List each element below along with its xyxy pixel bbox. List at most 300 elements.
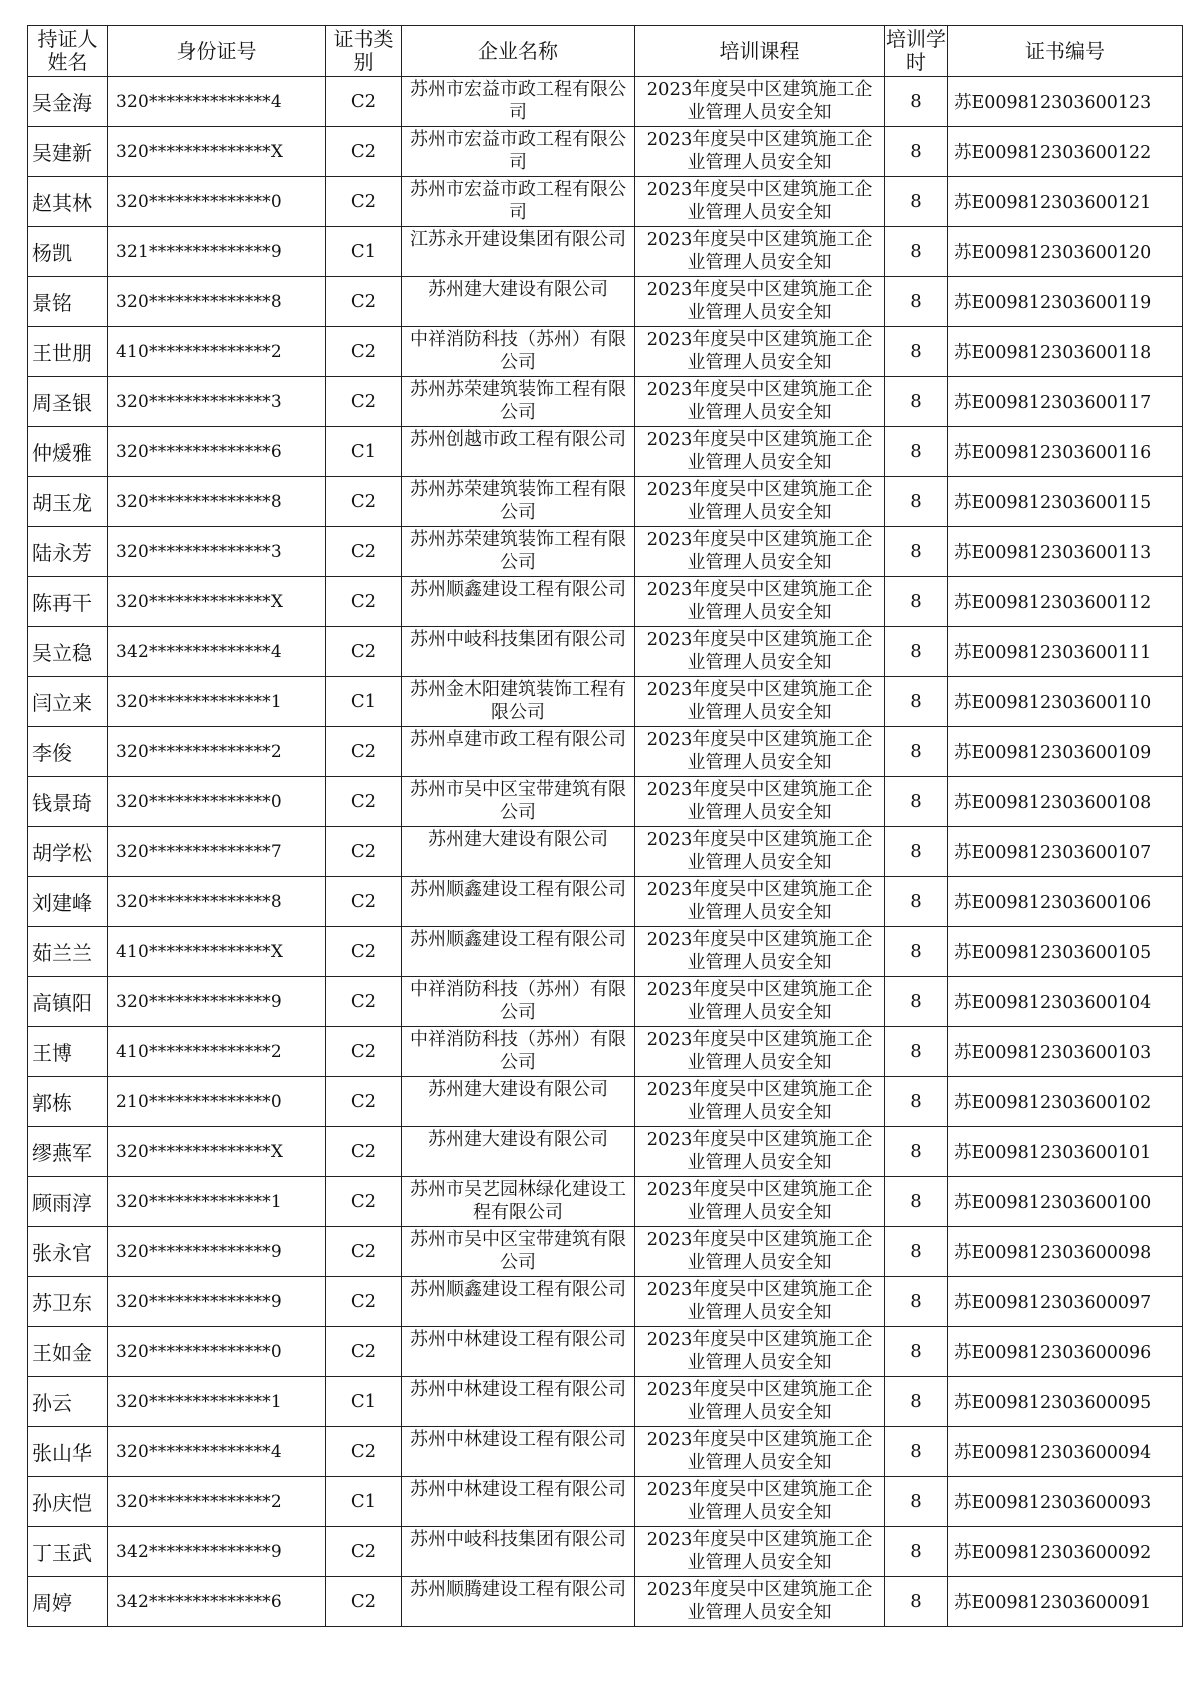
enterprise-cell-text: 苏州市宏益市政工程有限公司 <box>410 179 626 223</box>
cert-category-cell: C2 <box>326 277 402 327</box>
id-number-cell: 320**************2 <box>108 1477 326 1527</box>
cert-number-cell: 苏E009812303600113 <box>948 527 1183 577</box>
course-cell <box>635 1027 885 1077</box>
hours-cell: 8 <box>885 827 948 877</box>
course-cell-text: 2023年度吴中区建筑施工企业管理人员安全知 <box>646 79 873 123</box>
holder-name-cell: 胡玉龙 <box>28 477 108 527</box>
enterprise-cell <box>402 577 635 627</box>
cert-category-cell: C2 <box>326 877 402 927</box>
cert-number-cell: 苏E009812303600093 <box>948 1477 1183 1527</box>
table-row <box>28 1377 1183 1427</box>
id-number-cell: 320**************2 <box>108 727 326 777</box>
holder-name-cell: 缪燕军 <box>28 1127 108 1177</box>
id-number-cell: 320**************X <box>108 577 326 627</box>
id-number-cell: 410**************2 <box>108 327 326 377</box>
cert-category-cell: C2 <box>326 127 402 177</box>
enterprise-cell <box>402 1027 635 1077</box>
table-row <box>28 1077 1183 1127</box>
cert-category-cell: C2 <box>326 1527 402 1577</box>
enterprise-cell-text: 苏州中岐科技集团有限公司 <box>410 629 626 650</box>
hours-cell: 8 <box>885 1377 948 1427</box>
id-number-cell: 410**************2 <box>108 1027 326 1077</box>
id-number-cell: 320**************9 <box>108 977 326 1027</box>
holder-name-cell: 胡学松 <box>28 827 108 877</box>
header-id-number: 身份证号 <box>108 26 326 77</box>
table-row <box>28 427 1183 477</box>
cert-number-cell: 苏E009812303600111 <box>948 627 1183 677</box>
cert-category-cell: C2 <box>326 377 402 427</box>
enterprise-cell <box>402 377 635 427</box>
enterprise-cell <box>402 877 635 927</box>
enterprise-cell <box>402 1327 635 1377</box>
table-row <box>28 477 1183 527</box>
cert-number-cell: 苏E009812303600103 <box>948 1027 1183 1077</box>
cert-category-cell: C2 <box>326 1277 402 1327</box>
course-cell-text: 2023年度吴中区建筑施工企业管理人员安全知 <box>646 479 873 523</box>
enterprise-cell-text: 苏州建大建设有限公司 <box>428 1129 608 1150</box>
id-number-cell: 320**************1 <box>108 677 326 727</box>
enterprise-cell <box>402 1427 635 1477</box>
holder-name-cell: 吴立稳 <box>28 627 108 677</box>
course-cell-text: 2023年度吴中区建筑施工企业管理人员安全知 <box>646 1129 873 1173</box>
hours-cell: 8 <box>885 727 948 777</box>
enterprise-cell-text: 苏州中岐科技集团有限公司 <box>410 1529 626 1550</box>
course-cell-text: 2023年度吴中区建筑施工企业管理人员安全知 <box>646 929 873 973</box>
cert-category-cell: C2 <box>326 1027 402 1077</box>
table-row <box>28 977 1183 1027</box>
hours-cell: 8 <box>885 977 948 1027</box>
cert-number-cell: 苏E009812303600094 <box>948 1427 1183 1477</box>
cert-category-cell: C2 <box>326 77 402 127</box>
header-row <box>28 26 1183 77</box>
holder-name-cell: 张永官 <box>28 1227 108 1277</box>
id-number-cell: 320**************4 <box>108 1427 326 1477</box>
enterprise-cell-text: 苏州中林建设工程有限公司 <box>410 1379 626 1400</box>
enterprise-cell-text: 苏州金木阳建筑装饰工程有限公司 <box>410 679 626 723</box>
table-row <box>28 377 1183 427</box>
course-cell-text: 2023年度吴中区建筑施工企业管理人员安全知 <box>646 1229 873 1273</box>
holder-name-cell: 王世朋 <box>28 327 108 377</box>
cert-category-cell: C2 <box>326 977 402 1027</box>
id-number-cell: 320**************X <box>108 1127 326 1177</box>
cert-number-cell: 苏E009812303600100 <box>948 1177 1183 1227</box>
enterprise-cell <box>402 627 635 677</box>
cert-number-cell: 苏E009812303600116 <box>948 427 1183 477</box>
header-enterprise: 企业名称 <box>402 26 635 77</box>
table-row <box>28 927 1183 977</box>
enterprise-cell <box>402 227 635 277</box>
table-row <box>28 1427 1183 1477</box>
course-cell <box>635 677 885 727</box>
enterprise-cell <box>402 1227 635 1277</box>
cert-number-cell: 苏E009812303600109 <box>948 727 1183 777</box>
course-cell-text: 2023年度吴中区建筑施工企业管理人员安全知 <box>646 1379 873 1423</box>
course-cell-text: 2023年度吴中区建筑施工企业管理人员安全知 <box>646 1579 873 1623</box>
holder-name-cell: 王如金 <box>28 1327 108 1377</box>
cert-number-cell: 苏E009812303600104 <box>948 977 1183 1027</box>
header-hours: 培训学时 <box>885 26 948 77</box>
table-row <box>28 277 1183 327</box>
cert-category-cell: C2 <box>326 527 402 577</box>
table-row <box>28 77 1183 127</box>
id-number-cell: 342**************4 <box>108 627 326 677</box>
enterprise-cell <box>402 177 635 227</box>
id-number-cell: 320**************6 <box>108 427 326 477</box>
id-number-cell: 210**************0 <box>108 1077 326 1127</box>
enterprise-cell <box>402 1577 635 1627</box>
certificate-table <box>27 25 1183 1627</box>
holder-name-cell: 仲煖雅 <box>28 427 108 477</box>
holder-name-cell: 茹兰兰 <box>28 927 108 977</box>
hours-cell: 8 <box>885 1177 948 1227</box>
id-number-cell: 320**************4 <box>108 77 326 127</box>
course-cell-text: 2023年度吴中区建筑施工企业管理人员安全知 <box>646 879 873 923</box>
table-body <box>28 77 1183 1627</box>
enterprise-cell-text: 苏州顺鑫建设工程有限公司 <box>410 929 626 950</box>
enterprise-cell <box>402 977 635 1027</box>
course-cell-text: 2023年度吴中区建筑施工企业管理人员安全知 <box>646 629 873 673</box>
cert-number-cell: 苏E009812303600123 <box>948 77 1183 127</box>
holder-name-cell: 丁玉武 <box>28 1527 108 1577</box>
id-number-cell: 320**************0 <box>108 177 326 227</box>
enterprise-cell-text: 苏州创越市政工程有限公司 <box>410 429 626 450</box>
enterprise-cell-text: 苏州市吴中区宝带建筑有限公司 <box>410 779 626 823</box>
id-number-cell: 320**************1 <box>108 1177 326 1227</box>
cert-category-cell: C2 <box>326 1127 402 1177</box>
cert-number-cell: 苏E009812303600118 <box>948 327 1183 377</box>
hours-cell: 8 <box>885 927 948 977</box>
cert-category-cell: C2 <box>326 827 402 877</box>
course-cell-text: 2023年度吴中区建筑施工企业管理人员安全知 <box>646 429 873 473</box>
course-cell <box>635 1177 885 1227</box>
hours-cell: 8 <box>885 1127 948 1177</box>
table-row <box>28 1327 1183 1377</box>
hours-cell: 8 <box>885 677 948 727</box>
table-row <box>28 1477 1183 1527</box>
enterprise-cell-text: 苏州建大建设有限公司 <box>428 1079 608 1100</box>
course-cell <box>635 1277 885 1327</box>
hours-cell: 8 <box>885 177 948 227</box>
table-row <box>28 1577 1183 1627</box>
enterprise-cell-text: 苏州市吴中区宝带建筑有限公司 <box>410 1229 626 1273</box>
course-cell <box>635 727 885 777</box>
hours-cell: 8 <box>885 877 948 927</box>
holder-name-cell: 周圣银 <box>28 377 108 427</box>
cert-category-cell: C2 <box>326 1227 402 1277</box>
cert-number-cell: 苏E009812303600106 <box>948 877 1183 927</box>
header-cert-category: 证书类别 <box>326 26 402 77</box>
course-cell-text: 2023年度吴中区建筑施工企业管理人员安全知 <box>646 1429 873 1473</box>
hours-cell: 8 <box>885 1277 948 1327</box>
holder-name-cell: 李俊 <box>28 727 108 777</box>
holder-name-cell: 吴建新 <box>28 127 108 177</box>
enterprise-cell-text: 中祥消防科技（苏州）有限公司 <box>410 979 626 1023</box>
course-cell-text: 2023年度吴中区建筑施工企业管理人员安全知 <box>646 1179 873 1223</box>
course-cell-text: 2023年度吴中区建筑施工企业管理人员安全知 <box>646 329 873 373</box>
id-number-cell: 320**************8 <box>108 277 326 327</box>
enterprise-cell <box>402 1377 635 1427</box>
course-cell <box>635 827 885 877</box>
enterprise-cell <box>402 427 635 477</box>
table-row <box>28 1227 1183 1277</box>
enterprise-cell-text: 苏州顺鑫建设工程有限公司 <box>410 879 626 900</box>
enterprise-cell-text: 苏州卓建市政工程有限公司 <box>410 729 626 750</box>
cert-number-cell: 苏E009812303600107 <box>948 827 1183 877</box>
cert-category-cell: C1 <box>326 1377 402 1427</box>
cert-category-cell: C2 <box>326 1577 402 1627</box>
cert-category-cell: C1 <box>326 427 402 477</box>
course-cell-text: 2023年度吴中区建筑施工企业管理人员安全知 <box>646 1529 873 1573</box>
table-row <box>28 227 1183 277</box>
table-row <box>28 777 1183 827</box>
course-cell-text: 2023年度吴中区建筑施工企业管理人员安全知 <box>646 279 873 323</box>
hours-cell: 8 <box>885 427 948 477</box>
cert-number-cell: 苏E009812303600120 <box>948 227 1183 277</box>
enterprise-cell-text: 苏州市宏益市政工程有限公司 <box>410 129 626 173</box>
course-cell-text: 2023年度吴中区建筑施工企业管理人员安全知 <box>646 979 873 1023</box>
id-number-cell: 342**************6 <box>108 1577 326 1627</box>
course-cell <box>635 377 885 427</box>
holder-name-cell: 景铭 <box>28 277 108 327</box>
course-cell-text: 2023年度吴中区建筑施工企业管理人员安全知 <box>646 129 873 173</box>
hours-cell: 8 <box>885 1427 948 1477</box>
header-course: 培训课程 <box>635 26 885 77</box>
holder-name-cell: 张山华 <box>28 1427 108 1477</box>
id-number-cell: 410**************X <box>108 927 326 977</box>
holder-name-cell: 高镇阳 <box>28 977 108 1027</box>
holder-name-cell: 顾雨淳 <box>28 1177 108 1227</box>
cert-number-cell: 苏E009812303600105 <box>948 927 1183 977</box>
cert-number-cell: 苏E009812303600095 <box>948 1377 1183 1427</box>
enterprise-cell <box>402 77 635 127</box>
holder-name-cell: 陈再干 <box>28 577 108 627</box>
enterprise-cell-text: 苏州苏荣建筑装饰工程有限公司 <box>410 379 626 423</box>
hours-cell: 8 <box>885 477 948 527</box>
course-cell-text: 2023年度吴中区建筑施工企业管理人员安全知 <box>646 529 873 573</box>
id-number-cell: 320**************8 <box>108 477 326 527</box>
table-row <box>28 677 1183 727</box>
course-cell <box>635 427 885 477</box>
course-cell <box>635 627 885 677</box>
holder-name-cell: 周婷 <box>28 1577 108 1627</box>
cert-category-cell: C2 <box>326 927 402 977</box>
hours-cell: 8 <box>885 327 948 377</box>
hours-cell: 8 <box>885 1077 948 1127</box>
hours-cell: 8 <box>885 1527 948 1577</box>
enterprise-cell <box>402 327 635 377</box>
table-row <box>28 827 1183 877</box>
cert-number-cell: 苏E009812303600092 <box>948 1527 1183 1577</box>
cert-number-cell: 苏E009812303600110 <box>948 677 1183 727</box>
enterprise-cell-text: 苏州中林建设工程有限公司 <box>410 1329 626 1350</box>
cert-category-cell: C2 <box>326 727 402 777</box>
course-cell <box>635 1477 885 1527</box>
enterprise-cell <box>402 827 635 877</box>
id-number-cell: 320**************1 <box>108 1377 326 1427</box>
hours-cell: 8 <box>885 627 948 677</box>
course-cell <box>635 977 885 1027</box>
hours-cell: 8 <box>885 277 948 327</box>
course-cell <box>635 327 885 377</box>
course-cell-text: 2023年度吴中区建筑施工企业管理人员安全知 <box>646 679 873 723</box>
holder-name-cell: 吴金海 <box>28 77 108 127</box>
enterprise-cell <box>402 1477 635 1527</box>
enterprise-cell <box>402 477 635 527</box>
enterprise-cell <box>402 677 635 727</box>
enterprise-cell-text: 苏州顺鑫建设工程有限公司 <box>410 579 626 600</box>
holder-name-cell: 杨凯 <box>28 227 108 277</box>
cert-number-cell: 苏E009812303600122 <box>948 127 1183 177</box>
course-cell-text: 2023年度吴中区建筑施工企业管理人员安全知 <box>646 729 873 773</box>
course-cell-text: 2023年度吴中区建筑施工企业管理人员安全知 <box>646 779 873 823</box>
course-cell-text: 2023年度吴中区建筑施工企业管理人员安全知 <box>646 179 873 223</box>
enterprise-cell <box>402 277 635 327</box>
cert-category-cell: C2 <box>326 777 402 827</box>
table-row <box>28 1027 1183 1077</box>
id-number-cell: 320**************9 <box>108 1227 326 1277</box>
course-cell-text: 2023年度吴中区建筑施工企业管理人员安全知 <box>646 379 873 423</box>
course-cell <box>635 277 885 327</box>
id-number-cell: 320**************9 <box>108 1277 326 1327</box>
cert-number-cell: 苏E009812303600112 <box>948 577 1183 627</box>
enterprise-cell <box>402 727 635 777</box>
table-row <box>28 1127 1183 1177</box>
course-cell <box>635 177 885 227</box>
enterprise-cell <box>402 927 635 977</box>
cert-category-cell: C2 <box>326 1077 402 1127</box>
holder-name-cell: 赵其林 <box>28 177 108 227</box>
enterprise-cell-text: 苏州顺腾建设工程有限公司 <box>410 1579 626 1600</box>
hours-cell: 8 <box>885 527 948 577</box>
course-cell-text: 2023年度吴中区建筑施工企业管理人员安全知 <box>646 229 873 273</box>
enterprise-cell-text: 江苏永开建设集团有限公司 <box>410 229 626 250</box>
enterprise-cell-text: 中祥消防科技（苏州）有限公司 <box>410 1029 626 1073</box>
table-row <box>28 527 1183 577</box>
holder-name-cell: 刘建峰 <box>28 877 108 927</box>
id-number-cell: 320**************X <box>108 127 326 177</box>
cert-number-cell: 苏E009812303600096 <box>948 1327 1183 1377</box>
holder-name-cell: 孙云 <box>28 1377 108 1427</box>
holder-name-cell: 陆永芳 <box>28 527 108 577</box>
enterprise-cell <box>402 1177 635 1227</box>
course-cell <box>635 777 885 827</box>
table-header <box>28 26 1183 77</box>
course-cell-text: 2023年度吴中区建筑施工企业管理人员安全知 <box>646 1029 873 1073</box>
course-cell <box>635 1427 885 1477</box>
cert-number-cell: 苏E009812303600097 <box>948 1277 1183 1327</box>
table-row <box>28 1527 1183 1577</box>
cert-category-cell: C2 <box>326 1327 402 1377</box>
course-cell <box>635 1077 885 1127</box>
hours-cell: 8 <box>885 1327 948 1377</box>
header-cert-number: 证书编号 <box>948 26 1183 77</box>
course-cell-text: 2023年度吴中区建筑施工企业管理人员安全知 <box>646 1279 873 1323</box>
id-number-cell: 342**************9 <box>108 1527 326 1577</box>
enterprise-cell-text: 苏州顺鑫建设工程有限公司 <box>410 1279 626 1300</box>
table-row <box>28 177 1183 227</box>
id-number-cell: 320**************0 <box>108 1327 326 1377</box>
course-cell <box>635 927 885 977</box>
enterprise-cell-text: 苏州中林建设工程有限公司 <box>410 1429 626 1450</box>
enterprise-cell-text: 苏州市吴艺园林绿化建设工程有限公司 <box>410 1179 626 1223</box>
enterprise-cell <box>402 777 635 827</box>
header-holder-name: 持证人姓名 <box>28 26 108 77</box>
cert-category-cell: C2 <box>326 627 402 677</box>
course-cell <box>635 1377 885 1427</box>
hours-cell: 8 <box>885 377 948 427</box>
course-cell <box>635 877 885 927</box>
holder-name-cell: 郭栋 <box>28 1077 108 1127</box>
table-row <box>28 727 1183 777</box>
enterprise-cell-text: 苏州苏荣建筑装饰工程有限公司 <box>410 529 626 573</box>
course-cell <box>635 1327 885 1377</box>
cert-number-cell: 苏E009812303600108 <box>948 777 1183 827</box>
course-cell <box>635 77 885 127</box>
cert-number-cell: 苏E009812303600115 <box>948 477 1183 527</box>
holder-name-cell: 苏卫东 <box>28 1277 108 1327</box>
enterprise-cell <box>402 1527 635 1577</box>
cert-number-cell: 苏E009812303600098 <box>948 1227 1183 1277</box>
enterprise-cell-text: 苏州建大建设有限公司 <box>428 279 608 300</box>
hours-cell: 8 <box>885 1027 948 1077</box>
cert-category-cell: C2 <box>326 577 402 627</box>
cert-number-cell: 苏E009812303600121 <box>948 177 1183 227</box>
id-number-cell: 320**************3 <box>108 527 326 577</box>
course-cell <box>635 1527 885 1577</box>
course-cell <box>635 477 885 527</box>
enterprise-cell <box>402 1277 635 1327</box>
hours-cell: 8 <box>885 227 948 277</box>
enterprise-cell-text: 苏州市宏益市政工程有限公司 <box>410 79 626 123</box>
enterprise-cell-text: 中祥消防科技（苏州）有限公司 <box>410 329 626 373</box>
table-row <box>28 577 1183 627</box>
course-cell <box>635 127 885 177</box>
hours-cell: 8 <box>885 1577 948 1627</box>
table-row <box>28 1277 1183 1327</box>
cert-category-cell: C2 <box>326 177 402 227</box>
holder-name-cell: 王博 <box>28 1027 108 1077</box>
hours-cell: 8 <box>885 577 948 627</box>
id-number-cell: 321**************9 <box>108 227 326 277</box>
enterprise-cell <box>402 1077 635 1127</box>
cert-number-cell: 苏E009812303600119 <box>948 277 1183 327</box>
table-row <box>28 627 1183 677</box>
course-cell <box>635 1127 885 1177</box>
enterprise-cell-text: 苏州建大建设有限公司 <box>428 829 608 850</box>
holder-name-cell: 闫立来 <box>28 677 108 727</box>
enterprise-cell <box>402 527 635 577</box>
enterprise-cell-text: 苏州中林建设工程有限公司 <box>410 1479 626 1500</box>
course-cell <box>635 227 885 277</box>
cert-number-cell: 苏E009812303600102 <box>948 1077 1183 1127</box>
cert-category-cell: C2 <box>326 477 402 527</box>
holder-name-cell: 孙庆恺 <box>28 1477 108 1527</box>
course-cell <box>635 527 885 577</box>
course-cell <box>635 577 885 627</box>
id-number-cell: 320**************3 <box>108 377 326 427</box>
hours-cell: 8 <box>885 127 948 177</box>
hours-cell: 8 <box>885 77 948 127</box>
course-cell-text: 2023年度吴中区建筑施工企业管理人员安全知 <box>646 1329 873 1373</box>
id-number-cell: 320**************0 <box>108 777 326 827</box>
hours-cell: 8 <box>885 1227 948 1277</box>
course-cell <box>635 1227 885 1277</box>
enterprise-cell <box>402 127 635 177</box>
cert-number-cell: 苏E009812303600091 <box>948 1577 1183 1627</box>
cert-category-cell: C2 <box>326 1177 402 1227</box>
enterprise-cell-text: 苏州苏荣建筑装饰工程有限公司 <box>410 479 626 523</box>
cert-category-cell: C2 <box>326 327 402 377</box>
